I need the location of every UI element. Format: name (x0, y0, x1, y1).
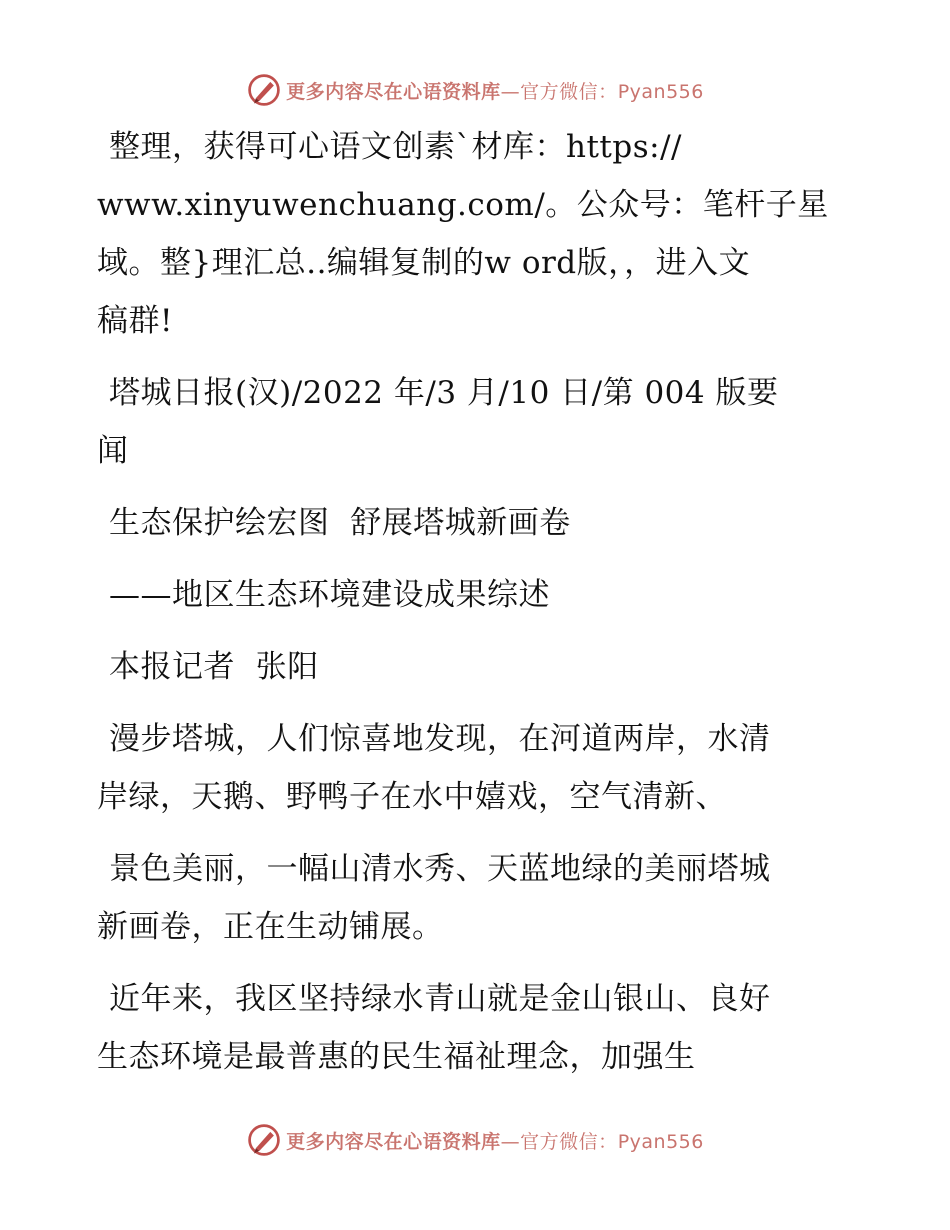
publication-info: 塔城日报(汉)/2022 年/3 月/10 日/第 004 版要 闻 (97, 375, 779, 469)
body-paragraph: 漫步塔城，人们惊喜地发现，在河道两岸，水清 岸绿，天鹅、野鸭子在水中嬉戏，空气清新、 (97, 721, 771, 815)
banner-text: 更多内容尽在心语资料库—官方微信：Pyan556 (286, 1130, 704, 1153)
body-paragraph: 近年来，我区坚持绿水青山就是金山银山、良好 生态环境是最普惠的民生福祉理念，加强生 (97, 981, 771, 1075)
pen-logo-icon (246, 1122, 282, 1158)
source-note-paragraph: 整理，获得可心语文创素`材库：https:// www.xinyuwenchuang.com/。公众号：笔杆子星 域。整}理汇总..编辑复制的w ord版，，进入文 稿群! (97, 129, 829, 339)
footer-banner (0, 1120, 950, 1160)
header-banner (0, 70, 950, 110)
banner-text: 更多内容尽在心语资料库—官方微信：Pyan556 (286, 80, 704, 103)
article-subtitle: ——地区生态环境建设成果综述 (109, 577, 550, 613)
pen-logo-icon (246, 72, 282, 108)
article-title: 生态保护绘宏图 舒展塔城新画卷 (109, 505, 571, 541)
byline: 本报记者 张阳 (109, 649, 319, 685)
body-paragraph: 景色美丽，一幅山清水秀、天蓝地绿的美丽塔城 新画卷，正在生动铺展。 (97, 851, 771, 945)
article-body (97, 118, 857, 1086)
